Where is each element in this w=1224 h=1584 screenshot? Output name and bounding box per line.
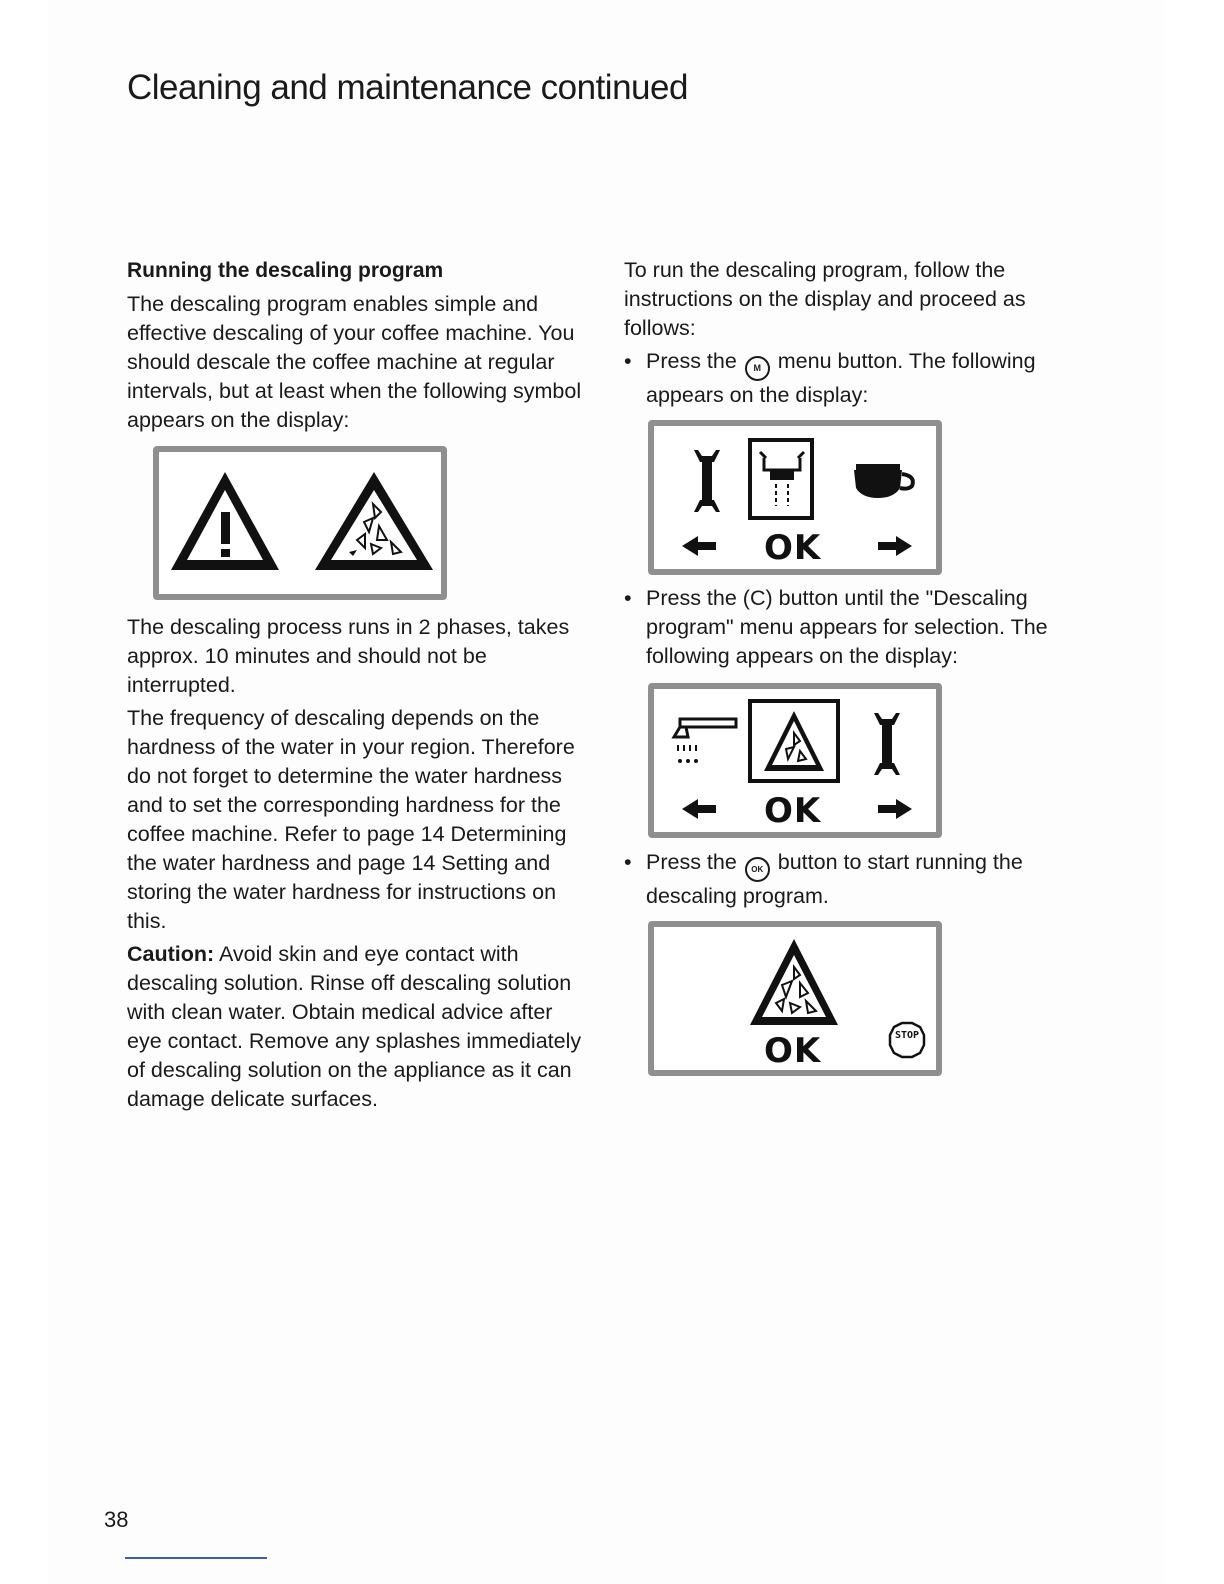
page-number: 38 xyxy=(104,1507,129,1532)
step-menu-button: • Press the M menu button. The following appears on the display: xyxy=(624,349,1036,407)
bullet-dot: • xyxy=(624,586,632,610)
frequency-paragraph: The frequency of descaling depends on the hardness of the water in your region. Therefore do not forget to determine the water hardness and to set the corresponding hardness for the coffee machine. Refer to page 14 Determining the water hardness and page 14 Setting and storing the water hardness for instructions on this. xyxy=(127,706,575,933)
descaling-triangle-icon xyxy=(315,472,433,570)
step-ok-button: • Press the OK button to start running the descaling program. xyxy=(624,850,1023,908)
descaling-triangle-icon xyxy=(750,939,838,1025)
caution-paragraph xyxy=(127,940,582,1114)
ok-label: OK xyxy=(764,1031,822,1071)
page-margin-right xyxy=(1164,0,1224,1584)
right-column xyxy=(624,256,1084,410)
page-title: Cleaning and maintenance continued xyxy=(127,68,688,107)
menu-button-icon: M xyxy=(745,356,770,381)
left-arrow-icon xyxy=(682,536,716,556)
caution-text: Avoid skin and eye contact with descaling solution. Rinse off descaling solution with clean water. Obtain medical advice after eye contact. Remove any splashes immediately of descaling solution on the appliance as it can damage delicate surfaces. xyxy=(127,942,582,1111)
section-heading: Running the descaling program xyxy=(127,259,444,282)
descaling-start-display xyxy=(648,921,942,1076)
left-column xyxy=(127,256,582,435)
left-arrow-icon xyxy=(682,799,716,819)
steam-nozzle-icon xyxy=(674,719,736,763)
ok-label: OK xyxy=(764,528,822,568)
page-margin-left xyxy=(0,0,48,1584)
step-three-block xyxy=(624,848,1084,911)
wrench-icon xyxy=(694,450,720,512)
step-c-button: • Press the (C) button until the "Descaling program" menu appears for selection. The following appears on the display: xyxy=(624,586,1048,668)
left-column-continued xyxy=(127,613,582,1114)
warning-triangle-icon xyxy=(171,472,279,570)
right-arrow-icon xyxy=(878,799,912,819)
phases-paragraph: The descaling process runs in 2 phases, takes approx. 10 minutes and should not be interrupted. xyxy=(127,615,570,697)
instructions-intro: To run the descaling program, follow the instructions on the display and proceed as follows: xyxy=(624,258,1026,340)
rinse-icon xyxy=(750,440,812,518)
footer-rule xyxy=(125,1557,267,1559)
coffee-cup-icon xyxy=(854,464,913,498)
descaling-icon-selected xyxy=(750,701,838,781)
intro-paragraph: The descaling program enables simple and effective descaling of your coffee machine. You should descale the coffee machine at regular intervals, but at least when the following symbol appears on the display: xyxy=(127,292,582,432)
bullet-dot: • xyxy=(624,850,632,874)
descaling-menu-display xyxy=(648,683,942,838)
caution-label: Caution: xyxy=(127,942,215,966)
bullet-dot: • xyxy=(624,349,632,373)
menu-display xyxy=(648,420,942,575)
right-arrow-icon xyxy=(878,536,912,556)
step-two-block xyxy=(624,584,1084,671)
warning-symbol-display xyxy=(153,446,447,600)
wrench-icon xyxy=(874,713,900,775)
ok-button-icon: OK xyxy=(745,857,770,882)
stop-label: STOP xyxy=(894,1030,920,1041)
ok-label: OK xyxy=(764,791,822,831)
